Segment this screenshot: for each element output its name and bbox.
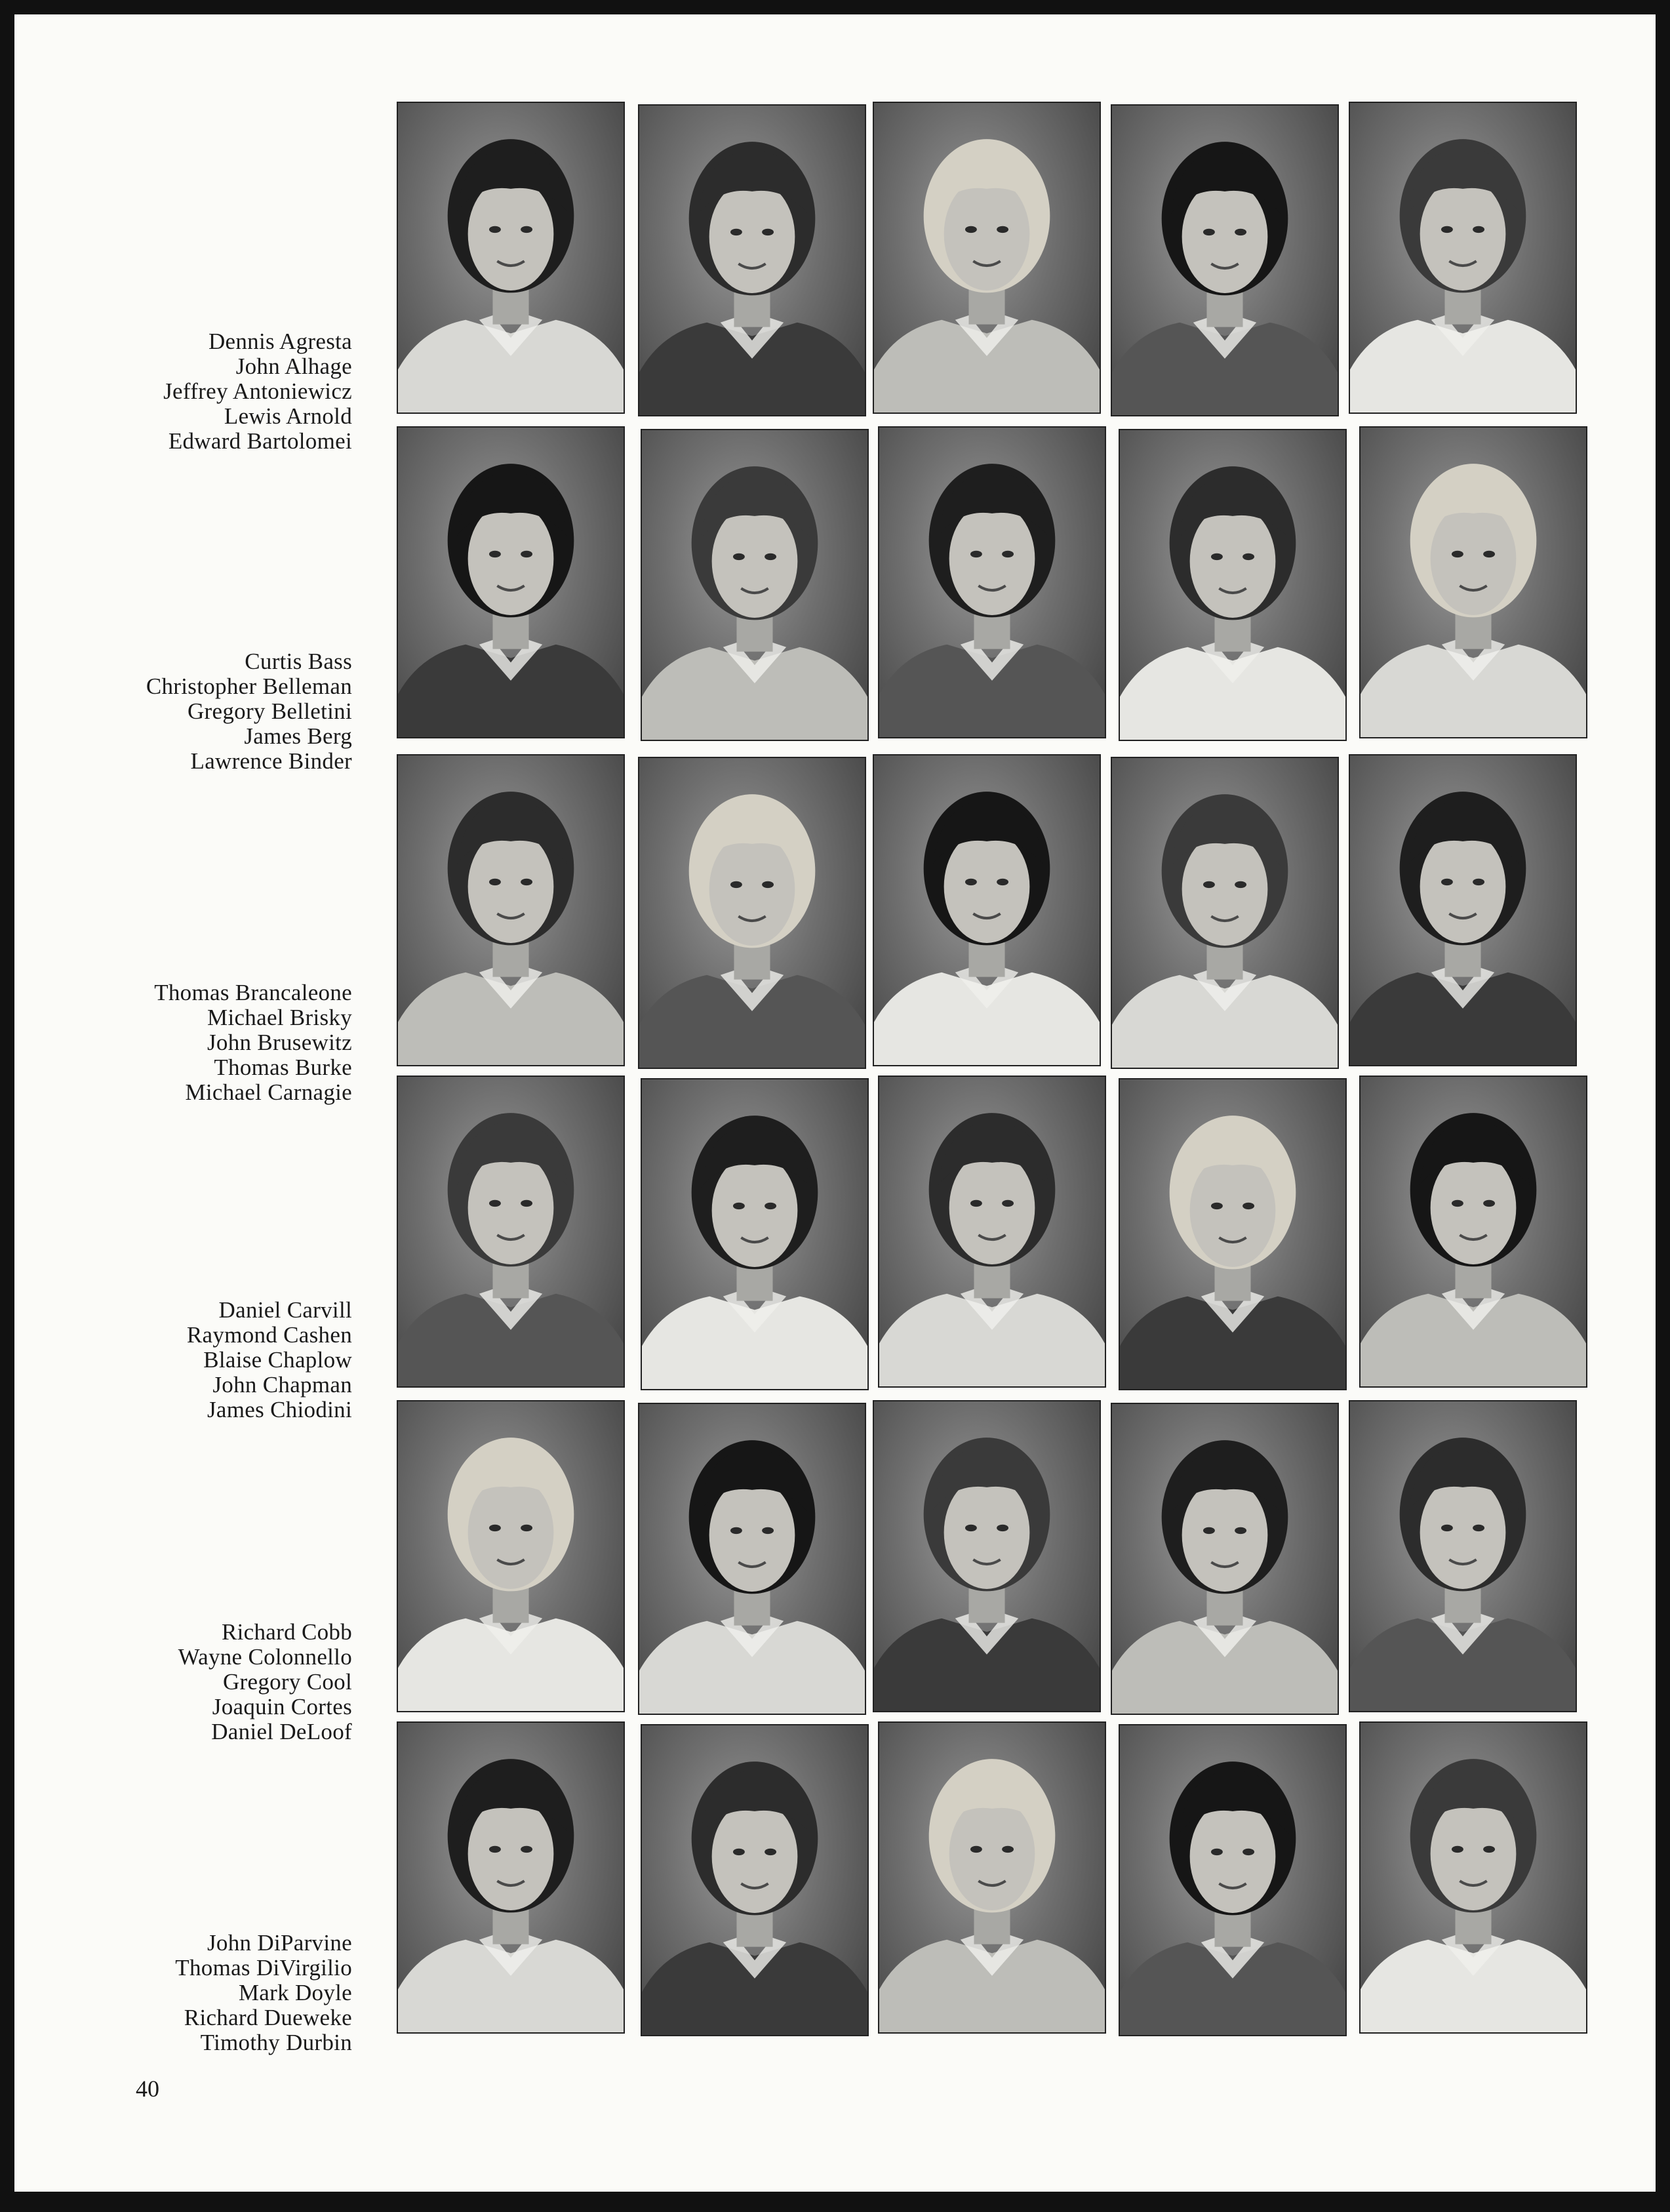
portrait-eye [965, 1525, 977, 1531]
student-portrait [641, 429, 869, 741]
student-name: Daniel Carvill [218, 1297, 352, 1323]
portrait-shirt [1112, 323, 1338, 415]
student-portrait [1119, 429, 1347, 741]
portrait-shirt [398, 320, 624, 412]
portrait-face [468, 830, 554, 943]
portrait-eye [730, 881, 742, 888]
portrait-face [949, 1152, 1035, 1264]
student-name: Thomas DiVirgilio [175, 1955, 352, 1981]
portrait-face [712, 505, 798, 618]
portrait-eye [1211, 553, 1223, 560]
portrait-eye [1211, 1849, 1223, 1855]
portrait-shirt [1120, 1942, 1345, 2035]
yearbook-page [14, 14, 1656, 2192]
student-portrait [397, 1400, 625, 1712]
portrait-eye [762, 881, 774, 888]
portrait-eye [1473, 226, 1484, 233]
portrait-eye [489, 551, 501, 557]
portrait-eye [733, 553, 745, 560]
portrait-face [468, 1152, 554, 1264]
student-name: John Alhage [235, 353, 352, 379]
student-name: Lawrence Binder [190, 748, 352, 774]
row-5-names [54, 1620, 352, 1744]
portrait-face [1420, 178, 1506, 291]
portrait-eye [1243, 553, 1254, 560]
portrait-eye [1473, 1525, 1484, 1531]
student-portrait [1359, 1721, 1587, 2034]
portrait-shirt [639, 975, 865, 1068]
portrait-shirt [642, 1297, 867, 1389]
portrait-eye [1002, 1846, 1014, 1853]
portrait-shirt [398, 645, 624, 737]
portrait-eye [730, 229, 742, 235]
student-name: John Brusewitz [207, 1030, 352, 1055]
portrait-eye [1235, 881, 1246, 888]
student-portrait [1349, 754, 1577, 1066]
page-number: 40 [136, 2076, 159, 2102]
portrait-shirt [879, 1294, 1105, 1386]
student-name: Richard Dueweke [184, 2005, 352, 2030]
portrait-eye [521, 1200, 532, 1207]
portrait-eye [1473, 879, 1484, 885]
portrait-eye [1483, 551, 1495, 557]
student-portrait [1111, 757, 1339, 1069]
student-portrait [878, 1721, 1106, 2034]
portrait-eye [1452, 1846, 1463, 1853]
student-portrait [638, 1403, 866, 1715]
student-portrait [641, 1724, 869, 2036]
portrait-eye [762, 229, 774, 235]
portrait-face [709, 1479, 795, 1592]
portrait-shirt [874, 320, 1100, 412]
portrait-eye [1243, 1849, 1254, 1855]
portrait-shirt [1120, 1297, 1345, 1389]
portrait-shirt [1361, 645, 1586, 737]
portrait-shirt [1112, 1621, 1338, 1714]
portrait-eye [1452, 1200, 1463, 1207]
portrait-face [1182, 180, 1268, 293]
portrait-shirt [398, 1619, 624, 1711]
student-portrait [1119, 1078, 1347, 1390]
portrait-face [1431, 502, 1517, 615]
portrait-shirt [874, 973, 1100, 1065]
portrait-shirt [879, 1940, 1105, 2032]
portrait-shirt [639, 1621, 865, 1714]
portrait-shirt [639, 323, 865, 415]
portrait-eye [521, 551, 532, 557]
student-name: Thomas Burke [214, 1055, 352, 1080]
portrait-eye [1483, 1846, 1495, 1853]
student-name: Gregory Belletini [187, 698, 352, 724]
portrait-face [1190, 505, 1276, 618]
student-name: Joaquin Cortes [212, 1694, 352, 1719]
portrait-face [1420, 830, 1506, 943]
portrait-eye [733, 1849, 745, 1855]
portrait-face [944, 830, 1030, 943]
portrait-face [1420, 1476, 1506, 1589]
row-2-names [54, 649, 352, 774]
portrait-eye [489, 1846, 501, 1853]
student-portrait [397, 1721, 625, 2034]
portrait-shirt [398, 1294, 624, 1386]
portrait-eye [1483, 1200, 1495, 1207]
portrait-eye [965, 226, 977, 233]
portrait-eye [765, 1203, 776, 1209]
student-name: Mark Doyle [238, 1980, 352, 2005]
portrait-shirt [1350, 1619, 1576, 1711]
portrait-eye [1441, 879, 1453, 885]
portrait-eye [1452, 551, 1463, 557]
student-portrait [397, 102, 625, 414]
portrait-face [949, 1798, 1035, 1910]
student-portrait [878, 426, 1106, 738]
portrait-face [468, 502, 554, 615]
portrait-eye [489, 1200, 501, 1207]
portrait-eye [1002, 551, 1014, 557]
student-name: Daniel DeLoof [211, 1719, 352, 1744]
portrait-eye [765, 1849, 776, 1855]
portrait-eye [489, 879, 501, 885]
student-name: Dennis Agresta [208, 329, 352, 354]
student-portrait [1119, 1724, 1347, 2036]
portrait-eye [489, 226, 501, 233]
portrait-shirt [642, 647, 867, 740]
student-name: Gregory Cool [222, 1669, 352, 1695]
portrait-face [944, 1476, 1030, 1589]
portrait-face [949, 502, 1035, 615]
portrait-eye [997, 226, 1008, 233]
portrait-face [709, 180, 795, 293]
student-name: Timothy Durbin [200, 2030, 352, 2055]
portrait-shirt [1350, 320, 1576, 412]
student-name: Michael Carnagie [185, 1079, 352, 1105]
student-portrait [878, 1076, 1106, 1388]
student-portrait [397, 754, 625, 1066]
student-name: Michael Brisky [207, 1005, 352, 1030]
portrait-eye [765, 553, 776, 560]
student-name: John DiParvine [207, 1930, 352, 1956]
portrait-shirt [1350, 973, 1576, 1065]
portrait-face [1431, 1152, 1517, 1264]
portrait-face [468, 1798, 554, 1910]
student-portrait [1111, 104, 1339, 416]
student-portrait [873, 102, 1101, 414]
portrait-shirt [398, 973, 624, 1065]
student-name: Richard Cobb [222, 1619, 352, 1645]
portrait-eye [1441, 1525, 1453, 1531]
student-portrait [873, 754, 1101, 1066]
portrait-face [712, 1154, 798, 1267]
portrait-eye [997, 879, 1008, 885]
student-portrait [1111, 1403, 1339, 1715]
portrait-eye [1002, 1200, 1014, 1207]
row-3-names [54, 980, 352, 1105]
portrait-eye [521, 879, 532, 885]
portrait-eye [1235, 229, 1246, 235]
portrait-eye [521, 1846, 532, 1853]
student-portrait [641, 1078, 869, 1390]
student-portrait [638, 757, 866, 1069]
student-name: Edward Bartolomei [168, 428, 352, 454]
portrait-face [1431, 1798, 1517, 1910]
portrait-face [1190, 1800, 1276, 1913]
portrait-eye [730, 1527, 742, 1534]
student-portrait [1349, 102, 1577, 414]
portrait-eye [1243, 1203, 1254, 1209]
student-portrait [1359, 426, 1587, 738]
portrait-eye [1203, 1527, 1215, 1534]
portrait-shirt [879, 645, 1105, 737]
portrait-shirt [1361, 1940, 1586, 2032]
student-portrait [1349, 1400, 1577, 1712]
portrait-eye [762, 1527, 774, 1534]
portrait-eye [1203, 229, 1215, 235]
student-portrait [397, 426, 625, 738]
portrait-shirt [1112, 975, 1338, 1068]
student-name: Wayne Colonnello [178, 1644, 352, 1670]
portrait-eye [733, 1203, 745, 1209]
student-name: Christopher Belleman [146, 674, 352, 699]
student-name: Blaise Chaplow [203, 1347, 352, 1373]
portrait-shirt [1120, 647, 1345, 740]
student-portrait [638, 104, 866, 416]
portrait-shirt [398, 1940, 624, 2032]
portrait-face [468, 178, 554, 291]
portrait-eye [1441, 226, 1453, 233]
portrait-face [712, 1800, 798, 1913]
portrait-shirt [642, 1942, 867, 2035]
student-portrait [397, 1076, 625, 1388]
row-4-names [54, 1298, 352, 1422]
student-name: Thomas Brancaleone [154, 980, 352, 1005]
student-portrait [1359, 1076, 1587, 1388]
portrait-eye [997, 1525, 1008, 1531]
portrait-face [468, 1476, 554, 1589]
portrait-eye [965, 879, 977, 885]
portrait-eye [521, 226, 532, 233]
student-name: Curtis Bass [245, 649, 352, 674]
portrait-shirt [1361, 1294, 1586, 1386]
student-name: Lewis Arnold [224, 403, 352, 429]
student-name: Raymond Cashen [186, 1322, 352, 1348]
student-name: James Berg [244, 723, 352, 749]
student-name: Jeffrey Antoniewicz [163, 378, 352, 404]
portrait-eye [521, 1525, 532, 1531]
row-6-names [54, 1931, 352, 2055]
student-name: John Chapman [212, 1372, 352, 1398]
portrait-face [1182, 833, 1268, 946]
portrait-eye [970, 1200, 982, 1207]
portrait-face [1190, 1154, 1276, 1267]
portrait-face [709, 833, 795, 946]
portrait-eye [1203, 881, 1215, 888]
portrait-face [944, 178, 1030, 291]
portrait-eye [970, 551, 982, 557]
row-1-names [54, 329, 352, 454]
portrait-eye [1211, 1203, 1223, 1209]
portrait-shirt [874, 1619, 1100, 1711]
portrait-eye [1235, 1527, 1246, 1534]
portrait-face [1182, 1479, 1268, 1592]
portrait-eye [970, 1846, 982, 1853]
portrait-eye [489, 1525, 501, 1531]
student-name: James Chiodini [207, 1397, 352, 1422]
student-portrait [873, 1400, 1101, 1712]
